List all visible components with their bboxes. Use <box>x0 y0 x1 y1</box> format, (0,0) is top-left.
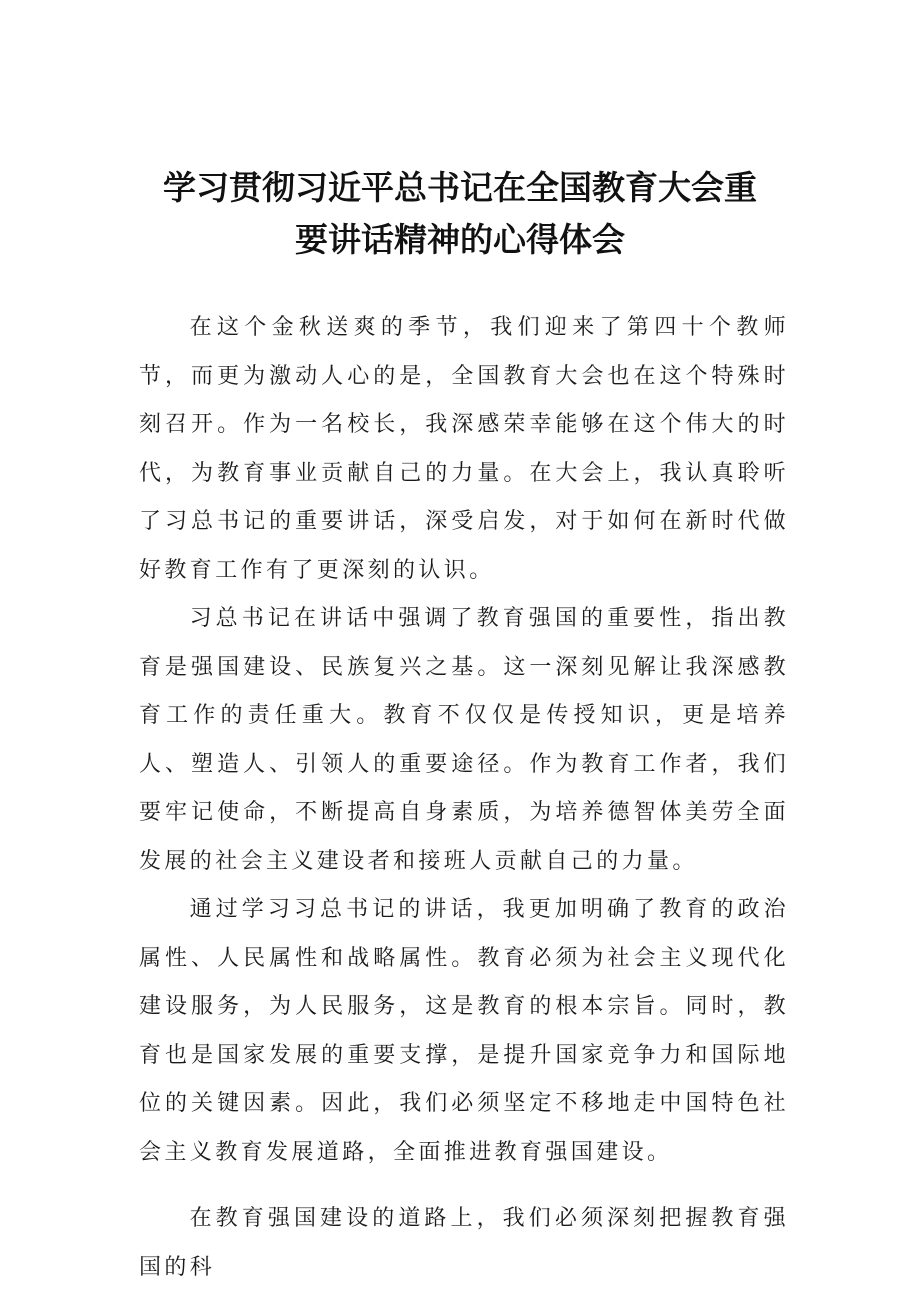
paragraph-1: 在这个金秋送爽的季节，我们迎来了第四十个教师节，而更为激动人心的是，全国教育大会也在这个特殊时刻召开。作为一名校长，我深感荣幸能够在这个伟大的时代，为教育事业贡献自己的力量。在大会上，我认真聆听了习总书记的重要讲话，深受启发，对于如何在新时代做好教育工作有了更深刻的认识。 <box>139 315 789 583</box>
document-body <box>139 304 789 1292</box>
paragraph-4: 在教育强国建设的道路上，我们必须深刻把握教育强国的科 <box>139 1206 789 1280</box>
document-title <box>100 162 820 266</box>
paragraph-3: 通过学习习总书记的讲话，我更加明确了教育的政治属性、人民属性和战略属性。教育必须为社会主义现代化建设服务，为人民服务，这是教育的根本宗旨。同时，教育也是国家发展的重要支撑，是提升国家竞争力和国际地位的关键因素。因此，我们必须坚定不移地走中国特色社会主义教育发展道路，全面推进教育强国建设。 <box>139 897 789 1165</box>
title-line-2: 要讲话精神的心得体会 <box>295 220 625 259</box>
paragraph-2: 习总书记在讲话中强调了教育强国的重要性，指出教育是强国建设、民族复兴之基。这一深刻见解让我深感教育工作的责任重大。教育不仅仅是传授知识，更是培养人、塑造人、引领人的重要途径。作为教育工作者，我们要牢记使命，不断提高自身素质，为培养德智体美劳全面发展的社会主义建设者和接班人贡献自己的力量。 <box>139 606 789 874</box>
title-line-1: 学习贯彻习近平总书记在全国教育大会重 <box>163 168 757 207</box>
